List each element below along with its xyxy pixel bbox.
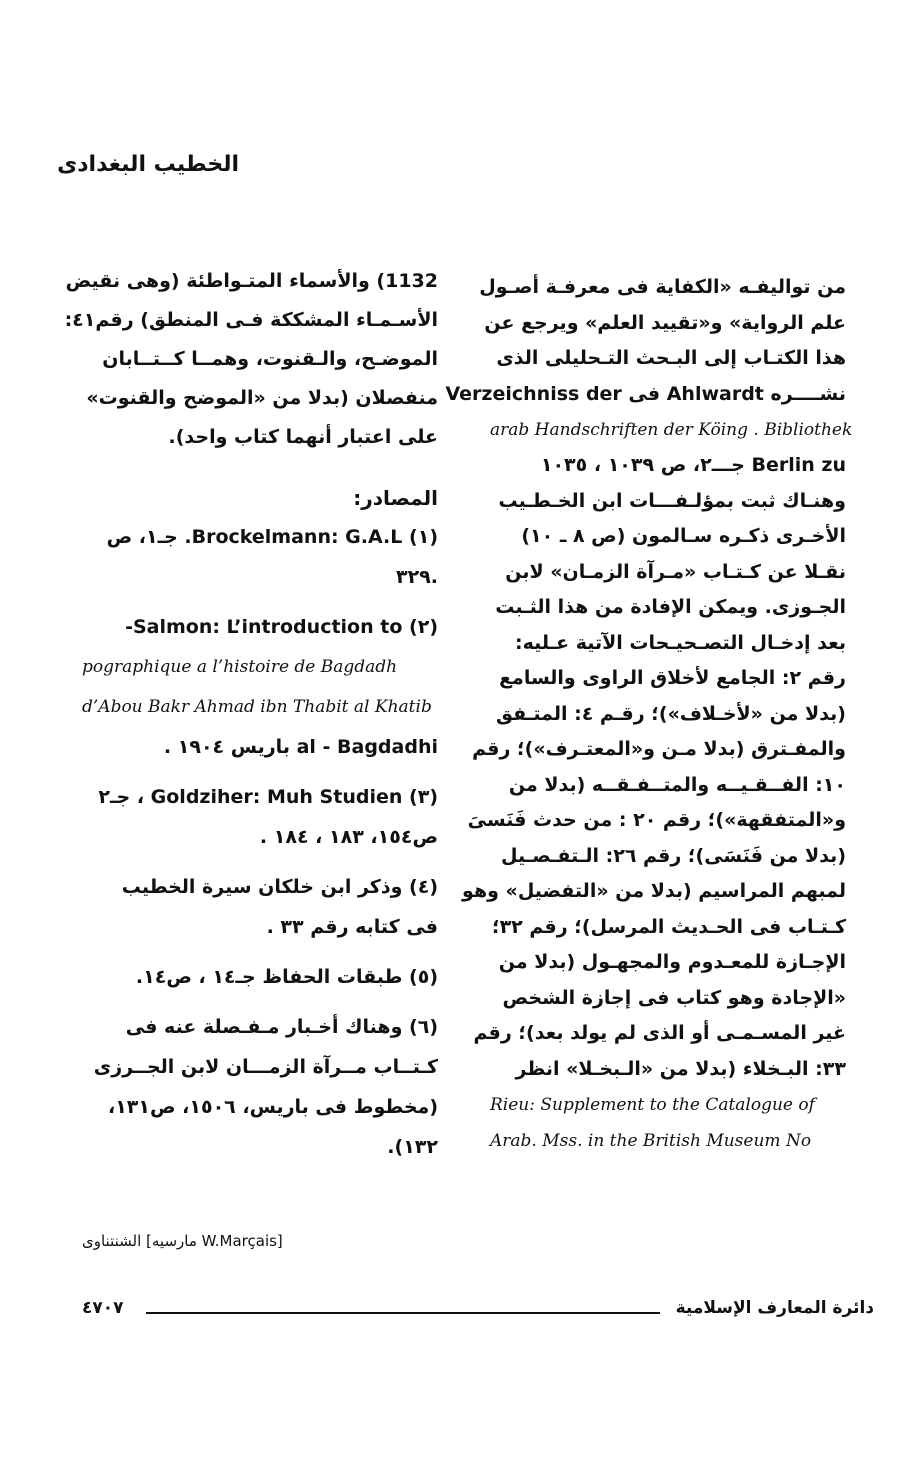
text-line: وهنـاك ثبت بمؤلـفـــات ابن الخـطـيب [498, 489, 846, 512]
text-line-latin: arab Handschriften der Köing . Bibliothek [490, 420, 853, 440]
footnote-line: كـتــاب مــرآة الزمـــان لابن الجــرزى [93, 1056, 438, 1078]
text-line: (بدلا من «لأخـلاف»)؛ رقـم ٤: المتـفق [496, 702, 846, 725]
footnote-line: ١٣٢). [387, 1136, 438, 1158]
text-line: من تواليفـه «الكفاية فى معرفـة أصـول [479, 276, 846, 298]
text-line: والمفـترق (بدلا مـن و«المعتـرف»)؛ رقم [472, 738, 846, 760]
text-line: هذا الكتـاب إلى البـحث التـحليلى الذى [496, 347, 846, 369]
footnote-line: (٥) طبقات الحفاظ جـ١٤ ، ص١٤. [135, 966, 438, 988]
author-signature: الشنتناوى [مارسيه W.Marçais] [82, 1232, 283, 1250]
text-line: «الإجادة وهو كتاب فى إجازة الشخص [502, 986, 846, 1009]
left-column [64, 262, 438, 1177]
footnote-line-latin: d’Abou Bakr Ahmad ibn Thabit al Khatib [82, 697, 432, 717]
text-line: على اعتبار أنهما كتاب واحد). [168, 426, 438, 448]
footnote-line-latin: pographique a l’histoire de Bagdadh [82, 657, 398, 677]
footer-rule [146, 1312, 660, 1314]
footnote-line: ص١٥٤، ١٨٣ ، ١٨٤ . [259, 826, 438, 848]
text-line: و«المتفقهة»)؛ رقم ٢٠ : من حدث فَنَسىَ [467, 809, 846, 831]
text-line: منفصلان (بدلا من «الموضح والقنوت» [86, 387, 438, 409]
text-line: نقـلا عن كـتـاب «مـرآة الزمـان» لابن [505, 560, 846, 583]
text-line: رقم ٢: الجامع لأخلاق الراوى والسامع [499, 667, 846, 689]
text-line: بعد إدخـال التصـحيـحات الآتية عـليه: [514, 631, 846, 654]
text-line: ١٠: الفــقـيــه والمتــفـقــه (بدلا من [508, 773, 846, 796]
sources-heading: المصادر: [353, 486, 438, 510]
footnote-line: فى كتابه رقم ٣٣ . [266, 916, 438, 938]
text-line-latin: Arab. Mss. in the British Museum No [490, 1131, 812, 1151]
text-line: الأسـمـاء المشككة فـى المنطق) رقم٤١: [64, 309, 438, 331]
footnote-line: (٣) Goldziher: Muh Studien ، جـ٢ [98, 786, 438, 808]
footnote-6 [82, 1007, 438, 1167]
footnote-line: (٦) وهناك أخـبار مـفـصلة عنه فى [125, 1016, 438, 1038]
text-line: (بدلا من فَنَسَى)؛ رقم ٢٦: الـتفـصـيل [501, 844, 846, 867]
text-line: Berlin zu جـــ٢، ص ١٠٣٩ ، ١٠٣٥ [540, 454, 846, 476]
footnote-line: (١) Brockelmann: G.A.L. جـ١، ص [106, 526, 438, 548]
text-line: علم الرواية» و«تقييد العلم» ويرجع عن [484, 311, 846, 334]
text-line: لمبهم المراسيم (بدلا من «التفضيل» وهو [462, 880, 846, 902]
footnote-line: (٢) Salmon: L’introduction to- [125, 616, 438, 638]
running-header: الخطيب البغدادى [57, 152, 239, 177]
footnote-line: .٣٢٩ [395, 566, 438, 588]
footnote-5 [82, 957, 438, 997]
text-line: الموضـح، والـقنوت، وهمــا كــتــابان [102, 348, 438, 370]
footnote-2 [82, 607, 438, 767]
footnote-line: (٤) وذكر ابن خلكان سيرة الخطيب [121, 876, 438, 898]
text-line: الجـوزى. ويمكن الإفادة من هذا الثـبت [495, 596, 846, 618]
footer-title: دائرة المعارف الإسلامية [675, 1298, 874, 1318]
footnote-1 [82, 517, 438, 597]
page-footer [82, 1298, 874, 1328]
text-line-latin: Rieu: Supplement to the Catalogue of [490, 1095, 815, 1115]
text-line: كـتـاب فى الحـديث المرسل)؛ رقم ٣٢؛ [491, 915, 846, 938]
footnote-3 [82, 777, 438, 857]
footnote-line: (مخطوط فى باريس، ١٥٠٦، ص١٣١، [107, 1096, 438, 1118]
page-number: ٤٧٠٧ [82, 1298, 124, 1318]
footnote-4 [82, 867, 438, 947]
text-line: نشــــره Ahlwardt فى Verzeichniss der [445, 382, 846, 405]
text-line: الأخـرى ذكـره سـالمون (ص ٨ ـ ١٠) [521, 525, 846, 547]
footnote-line: al - Bagdadhi باريس ١٩٠٤ . [163, 736, 438, 758]
text-line: غير المسـمـى أو الذى لم يولد بعد)؛ رقم [473, 1022, 846, 1044]
text-line: 1132) والأسماء المتـواطئة (وهى نقيض [65, 270, 438, 292]
text-line: الإجـازة للمعـدوم والمجهـول (بدلا من [498, 951, 846, 973]
text-line: ٣٣: البـخلاء (بدلا من «الـبخـلا» انظر [515, 1057, 846, 1080]
right-column [445, 270, 853, 1159]
